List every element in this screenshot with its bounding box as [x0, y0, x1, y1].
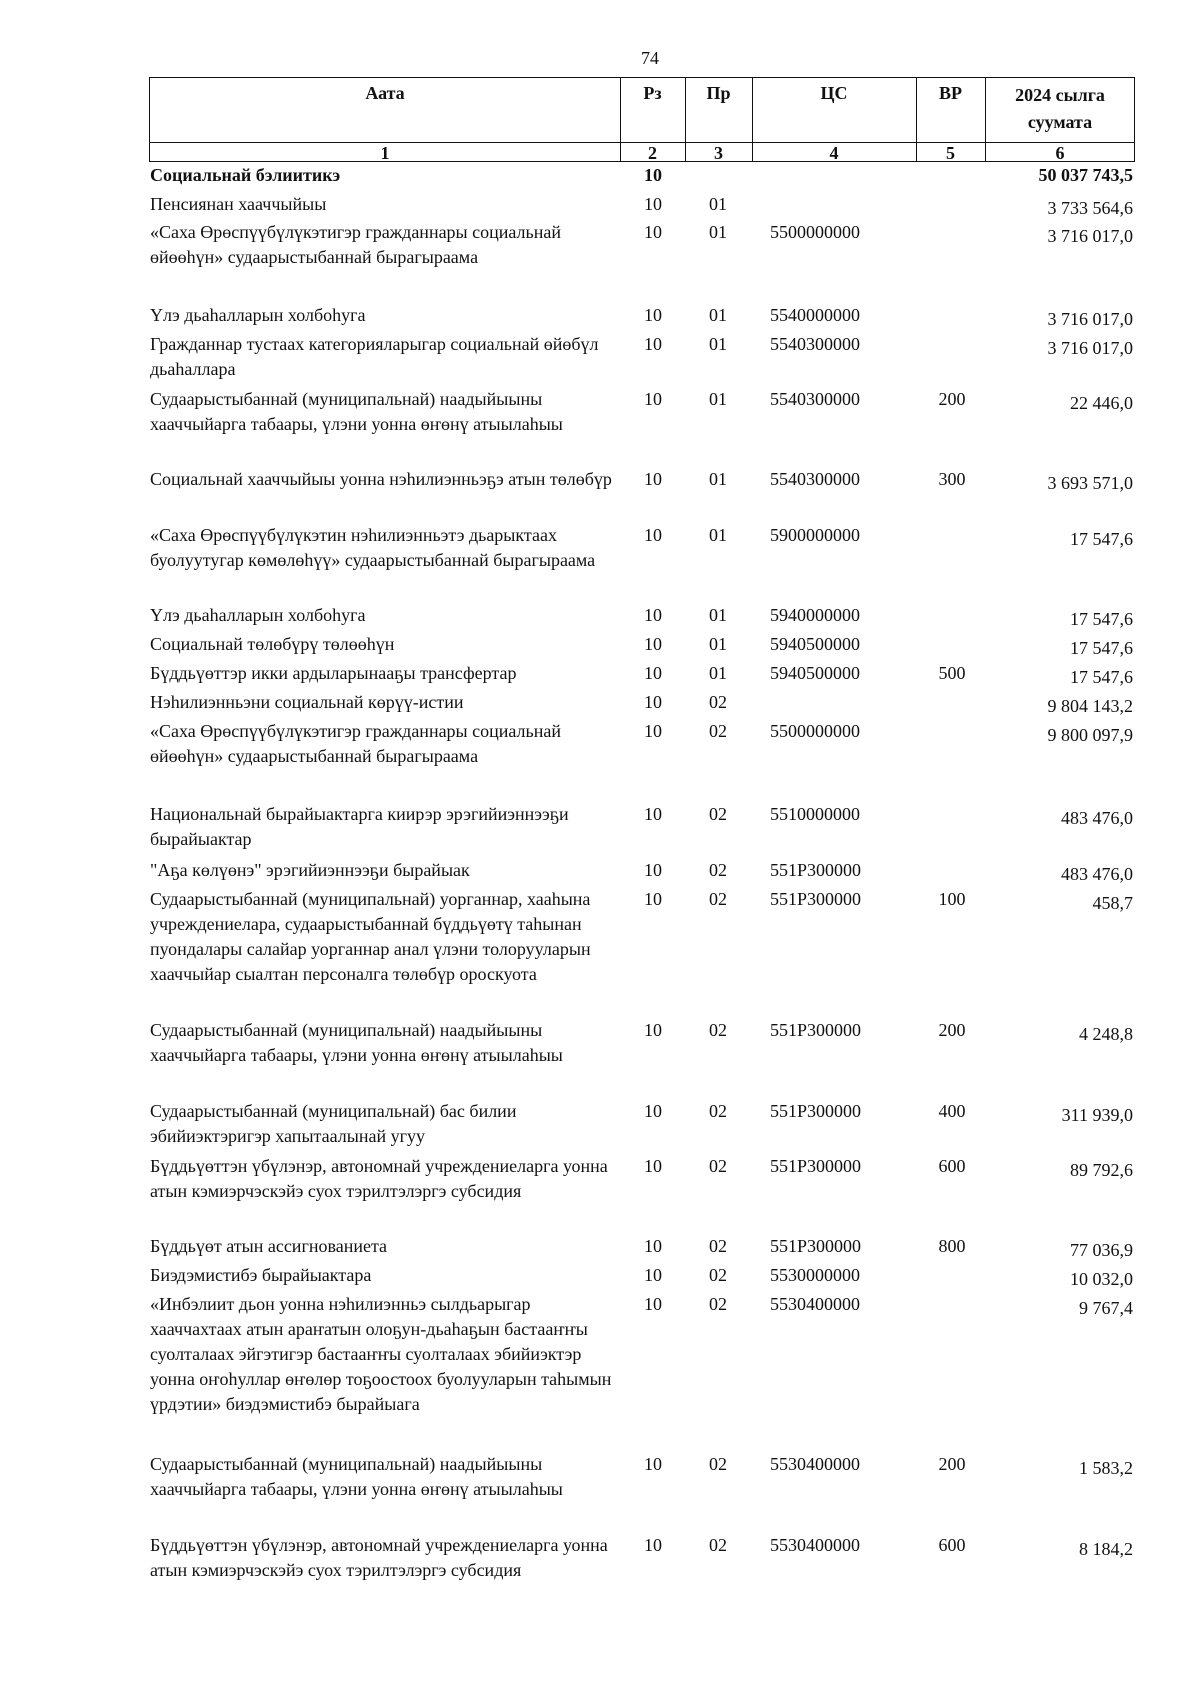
- row-pr: 02: [709, 1101, 727, 1121]
- column-number: 2: [648, 143, 657, 163]
- header-vr: ВР: [938, 83, 962, 103]
- row-sum: 3 733 564,6: [1047, 198, 1133, 218]
- row-sum: 8 184,2: [1079, 1539, 1133, 1559]
- header-name: Аата: [365, 83, 405, 103]
- row-name: Судаарыстыбаннай (муниципальнай) наадыйыыны хааччыйарга табаары, үлэни уонна өҥөнү атыылаһыы: [150, 1454, 563, 1499]
- row-sum: 483 476,0: [1061, 808, 1133, 828]
- row-pr: 02: [709, 1294, 727, 1314]
- row-sum: 3 693 571,0: [1047, 473, 1133, 493]
- row-sum: 3 716 017,0: [1047, 226, 1133, 246]
- row-sum: 9 800 097,9: [1047, 725, 1133, 745]
- row-pr: 02: [709, 1454, 727, 1474]
- row-rz: 10: [644, 692, 662, 712]
- row-rz: 10: [644, 804, 662, 824]
- column-number: 3: [714, 143, 723, 163]
- row-cs: 5940500000: [770, 663, 860, 683]
- row-name: Үлэ дьаһалларын холбоһуга: [150, 605, 366, 625]
- row-cs: 5530400000: [770, 1454, 860, 1474]
- column-number: 4: [829, 143, 839, 163]
- row-pr: 02: [709, 721, 727, 741]
- row-name: Бүддьүөт атын ассигнованиета: [150, 1236, 388, 1256]
- row-pr: 01: [709, 634, 727, 654]
- row-rz: 10: [644, 525, 662, 545]
- row-name: «Саха Өрөспүүбүлүкэтин нэһилиэнньэтэ дьарыктаах буолуутугар көмөлөһүү» судаарыстыбаннай бырагыраама: [150, 525, 596, 570]
- row-cs: 551P300000: [770, 1020, 862, 1040]
- row-name: Гражданнар тустаах категорияларыгар социальнай өйөбүл дьаһаллара: [150, 334, 599, 379]
- header-sum-line1: 2024 сылга: [1015, 85, 1105, 105]
- row-name: Социальнай хааччыйыы уонна нэһилиэнньэҕэ атын төлөбүр: [150, 469, 612, 489]
- row-pr: 02: [709, 889, 727, 909]
- row-rz: 10: [644, 889, 662, 909]
- row-cs: 5540300000: [770, 389, 860, 409]
- header-pr: Пр: [706, 83, 731, 103]
- row-rz: 10: [644, 389, 662, 409]
- row-rz: 10: [644, 605, 662, 625]
- row-cs: 5900000000: [770, 525, 860, 545]
- row-pr: 02: [709, 1156, 727, 1176]
- row-cs: 551P300000: [770, 860, 862, 880]
- row-cs: 5540300000: [770, 334, 860, 354]
- row-vr: 800: [938, 1236, 966, 1256]
- row-rz: 10: [644, 334, 662, 354]
- row-sum: 4 248,8: [1079, 1024, 1133, 1044]
- row-cs: 5510000000: [770, 804, 860, 824]
- row-cs: 5500000000: [770, 222, 860, 242]
- row-rz: 10: [644, 634, 662, 654]
- row-sum: 89 792,6: [1070, 1160, 1133, 1180]
- row-vr: 600: [938, 1535, 966, 1555]
- row-name: Бүддьүөттэн үбүлэнэр, автономнай учреждениеларга уонна атын кэмиэрчэскэйэ суох тэрилтэлэргэ субсидия: [150, 1156, 608, 1201]
- row-name: Пенсиянан хааччыйыы: [150, 194, 327, 214]
- row-cs: 5540000000: [770, 305, 860, 325]
- row-vr: 300: [938, 469, 966, 489]
- row-sum: 10 032,0: [1070, 1269, 1133, 1289]
- row-cs: 5530000000: [770, 1265, 860, 1285]
- row-pr: 01: [709, 525, 727, 545]
- row-rz: 10: [644, 1236, 662, 1256]
- row-sum: 458,7: [1092, 893, 1133, 913]
- row-rz: 10: [644, 469, 662, 489]
- row-vr: 400: [938, 1101, 966, 1121]
- row-rz: 10: [644, 1265, 662, 1285]
- row-name: Судаарыстыбаннай (муниципальнай) наадыйыыны хааччыйарга табаары, үлэни уонна өҥөнү атыылаһыы: [150, 1020, 563, 1065]
- row-name: Национальнай бырайыактарга киирэр эрэгийиэннээҕи бырайыактар: [150, 804, 569, 849]
- row-cs: 551P300000: [770, 889, 862, 909]
- row-cs: 5530400000: [770, 1294, 860, 1314]
- row-sum: 17 547,6: [1070, 609, 1133, 629]
- row-name: Судаарыстыбаннай (муниципальнай) наадыйыыны хааччыйарга табаары, үлэни уонна өҥөнү атыылаһыы: [150, 389, 563, 434]
- row-vr: 200: [938, 1454, 966, 1474]
- row-sum: 22 446,0: [1070, 393, 1133, 413]
- row-vr: 200: [938, 389, 966, 409]
- row-sum: 483 476,0: [1061, 864, 1133, 884]
- row-rz: 10: [644, 1454, 662, 1474]
- row-rz: 10: [644, 194, 662, 214]
- row-pr: 01: [709, 389, 727, 409]
- row-rz: 10: [644, 1156, 662, 1176]
- row-rz: 10: [644, 222, 662, 242]
- row-pr: 02: [709, 1265, 727, 1285]
- column-number: 1: [380, 143, 390, 163]
- row-pr: 02: [709, 1020, 727, 1040]
- row-rz: 10: [644, 1020, 662, 1040]
- row-rz: 10: [644, 663, 662, 683]
- row-sum: 50 037 743,5: [1038, 165, 1133, 185]
- row-rz: 10: [644, 1535, 662, 1555]
- row-pr: 02: [709, 1236, 727, 1256]
- row-vr: 500: [938, 663, 966, 683]
- row-sum: 3 716 017,0: [1047, 309, 1133, 329]
- row-rz: 10: [644, 860, 662, 880]
- row-name: «Саха Өрөспүүбүлүкэтигэр гражданнары социальнай өйөөһүн» судаарыстыбаннай бырагыраама: [150, 222, 562, 267]
- row-sum: 1 583,2: [1079, 1458, 1133, 1478]
- header-sum-line2: суумата: [1027, 112, 1093, 132]
- row-pr: 02: [709, 692, 727, 712]
- row-cs: 5540300000: [770, 469, 860, 489]
- row-cs: 5940000000: [770, 605, 860, 625]
- row-rz: 10: [644, 721, 662, 741]
- column-number: 6: [1055, 143, 1065, 163]
- row-name: Бүддьүөттэн үбүлэнэр, автономнай учреждениеларга уонна атын кэмиэрчэскэйэ суох тэрилтэлэргэ субсидия: [150, 1535, 608, 1580]
- row-name: "Аҕа көлүөнэ" эрэгийиэннээҕи бырайыак: [150, 860, 470, 880]
- row-pr: 01: [709, 663, 727, 683]
- column-number: 5: [946, 143, 955, 163]
- row-sum: 9 804 143,2: [1047, 696, 1133, 716]
- page-number: 74: [641, 48, 659, 68]
- row-pr: 01: [709, 305, 727, 325]
- row-cs: 551P300000: [770, 1156, 862, 1176]
- row-rz: 10: [644, 305, 662, 325]
- row-name: Судаарыстыбаннай (муниципальнай) бас билии эбийиэктэригэр хапытаалынай угуу: [150, 1101, 517, 1146]
- row-sum: 77 036,9: [1070, 1240, 1133, 1260]
- row-vr: 100: [938, 889, 966, 909]
- row-pr: 02: [709, 860, 727, 880]
- row-name: Үлэ дьаһалларын холбоһуга: [150, 305, 366, 325]
- row-sum: 9 767,4: [1079, 1298, 1133, 1318]
- row-cs: 5500000000: [770, 721, 860, 741]
- row-pr: 01: [709, 222, 727, 242]
- row-rz: 10: [644, 1294, 662, 1314]
- row-sum: 17 547,6: [1070, 638, 1133, 658]
- row-pr: 01: [709, 194, 727, 214]
- row-sum: 311 939,0: [1061, 1105, 1133, 1125]
- row-name: Нэһилиэнньэни социальнай көрүү-истии: [150, 692, 464, 712]
- row-pr: 02: [709, 1535, 727, 1555]
- row-name: Социальнай бэлиитикэ: [150, 165, 341, 185]
- row-rz: 10: [644, 1101, 662, 1121]
- row-pr: 01: [709, 605, 727, 625]
- row-vr: 600: [938, 1156, 966, 1176]
- row-pr: 01: [709, 334, 727, 354]
- row-name: Судаарыстыбаннай (муниципальнай) уорганнар, хааһына учреждениелара, судаарыстыбаннай бүддьүөтү таһынан пуондалары салайар уорганнар анал үлэни толорууларын хааччыйар сыалтан персоналга төлөбүр ороскуота: [150, 889, 591, 984]
- header-rz: Рз: [643, 83, 662, 103]
- row-sum: 17 547,6: [1070, 667, 1133, 687]
- row-name: «Инбэлиит дьон уонна нэһилиэнньэ сылдьарыгар хааччахтаах атын араҥатын олоҕун-дьаһаҕын бастааҥҥы суолталаах эйгэтигэр бастааҥҥы суолталаах эбийиэктэр уонна оҥоһуллар өҥөлөр тоҕоостоох буолууларын таһымын үрдэтии» биэдэмистибэ бырайыага: [150, 1294, 612, 1414]
- row-sum: 3 716 017,0: [1047, 338, 1133, 358]
- row-name: Бүддьүөттэр икки ардыларынааҕы трансфертар: [150, 663, 517, 683]
- row-cs: 5940500000: [770, 634, 860, 654]
- row-cs: 551P300000: [770, 1236, 862, 1256]
- row-sum: 17 547,6: [1070, 529, 1133, 549]
- row-cs: 551P300000: [770, 1101, 862, 1121]
- row-rz: 10: [644, 165, 662, 185]
- row-pr: 02: [709, 804, 727, 824]
- row-vr: 200: [938, 1020, 966, 1040]
- row-name: Социальнай төлөбүрү төлөөһүн: [150, 634, 395, 654]
- row-cs: 5530400000: [770, 1535, 860, 1555]
- row-name: Биэдэмистибэ бырайыактара: [150, 1265, 372, 1285]
- row-name: «Саха Өрөспүүбүлүкэтигэр гражданнары социальнай өйөөһүн» судаарыстыбаннай бырагыраама: [150, 721, 562, 766]
- header-cs: ЦС: [820, 83, 848, 103]
- row-pr: 01: [709, 469, 727, 489]
